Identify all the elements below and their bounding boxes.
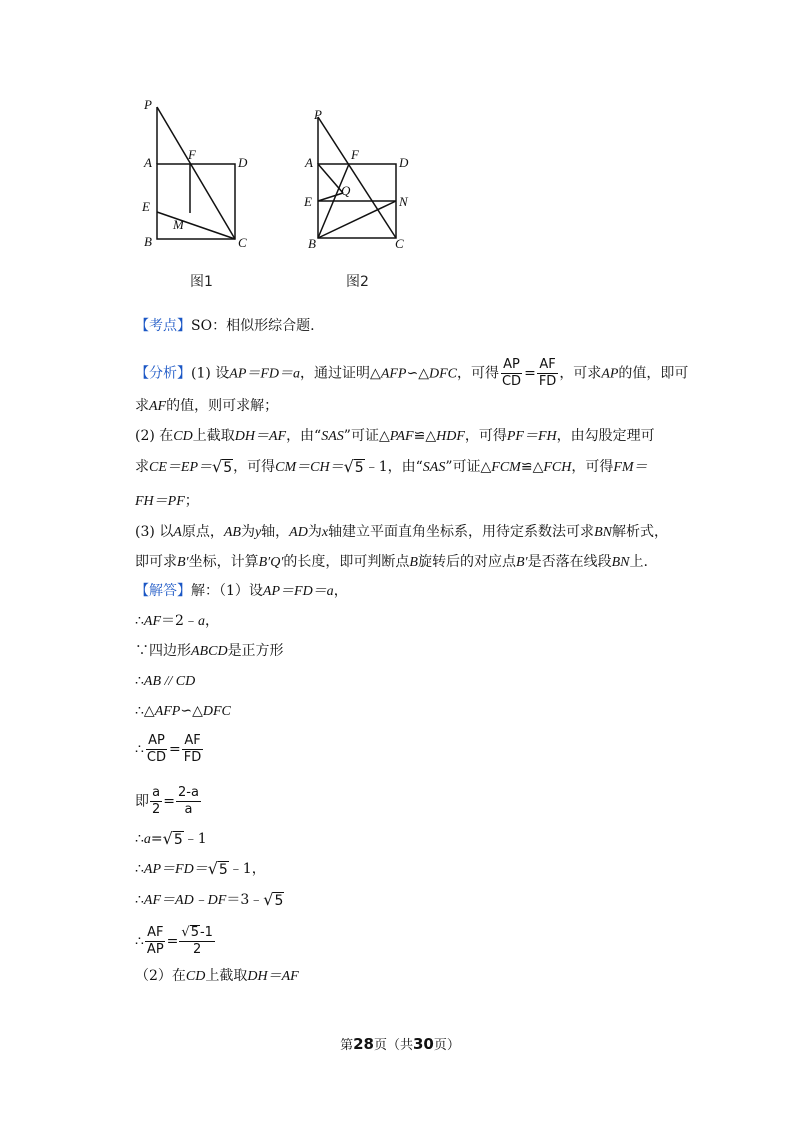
text: ，由“ <box>286 428 322 444</box>
figure-2 <box>300 95 440 295</box>
text: ∴△ <box>135 703 155 719</box>
equals: = <box>524 365 536 382</box>
text: CM＝CH＝ <box>275 460 344 475</box>
denominator: CD <box>501 374 522 389</box>
text: 解：（1）设 <box>191 583 263 599</box>
text: ，可得 <box>456 365 499 382</box>
text: AP＝FD＝a <box>229 366 301 382</box>
jieda-tag: 【解答】 <box>135 583 191 599</box>
text: ＝2﹣ <box>161 613 198 629</box>
text: 的长度，即可判断点 <box>283 554 410 570</box>
denominator: FD <box>538 374 557 389</box>
text: ，由勾股定理可 <box>556 428 655 444</box>
text: -1 <box>199 925 213 940</box>
text: ∴ <box>135 831 144 847</box>
figure-2-caption: 图2 <box>346 274 369 290</box>
text: 求 <box>135 459 149 475</box>
jieda-line-4 <box>135 700 231 723</box>
page-number: 28 <box>353 1035 374 1053</box>
text: （2）在 <box>135 968 186 984</box>
fenxi-line-4 <box>135 456 648 479</box>
text: 求 <box>135 398 149 414</box>
text: ∵四边形 <box>135 643 191 659</box>
text: AP＝FD＝ <box>143 862 208 877</box>
text: ∴ <box>135 741 144 758</box>
text: AFP <box>380 366 407 382</box>
numerator: AF <box>539 357 556 372</box>
text: 的值，即可 <box>618 365 689 382</box>
radicand: 5 <box>223 460 233 476</box>
label-p-2: P <box>314 107 322 122</box>
kaodian-tag: 【考点】 <box>135 318 191 334</box>
label-n-2: N <box>399 194 408 209</box>
text: ，可得 <box>233 459 276 475</box>
radical-sign: √ <box>162 829 173 848</box>
text: 页（共 <box>373 1038 413 1053</box>
fenxi-line-7 <box>135 551 648 574</box>
jieda-line-1 <box>135 610 219 633</box>
text: B′ <box>515 555 528 570</box>
text: 解析式， <box>611 524 668 540</box>
text: ﹣1， <box>228 861 266 877</box>
fraction <box>500 357 523 390</box>
radical-sign: √ <box>343 457 354 476</box>
denominator: a <box>184 802 193 817</box>
text: ∴ <box>135 933 144 950</box>
text: x <box>321 525 329 540</box>
denominator: AP <box>146 942 164 957</box>
text: DH＝AF <box>234 429 287 444</box>
label-f-2: F <box>351 147 359 162</box>
label-c: C <box>238 235 247 250</box>
text: AP <box>601 366 619 382</box>
equals: = <box>163 793 176 810</box>
text: PF＝FH <box>506 429 557 444</box>
radical-sign: √ <box>181 925 190 940</box>
sqrt <box>208 860 229 878</box>
fraction <box>182 733 204 766</box>
text: ，可求 <box>559 365 602 382</box>
fraction <box>537 357 559 390</box>
text: ”可证△ <box>343 428 390 444</box>
numerator: a <box>152 785 161 800</box>
radical-sign: √ <box>212 457 223 476</box>
jieda-line-5 <box>135 733 204 766</box>
text: 的值，则可求解； <box>166 398 279 414</box>
text: 为 <box>240 524 255 540</box>
label-e-2: E <box>304 194 312 209</box>
page-footer <box>0 1034 800 1053</box>
text: AF <box>149 399 167 414</box>
label-q-2: Q <box>341 183 351 198</box>
figures <box>130 95 430 295</box>
label-p: P <box>144 97 152 112</box>
text: B′ <box>177 555 189 570</box>
text: ， <box>204 613 219 629</box>
text: = <box>150 831 163 847</box>
text: 旋转后的对应点 <box>417 554 516 570</box>
fenxi-line-5 <box>135 490 199 513</box>
text: (1) 设 <box>191 365 230 382</box>
label-d-2: D <box>399 155 409 170</box>
sqrt <box>212 458 233 476</box>
segment-pc <box>157 107 235 239</box>
text: B <box>409 555 418 570</box>
jieda-line-8 <box>135 858 266 881</box>
jieda-line-3 <box>135 670 195 693</box>
numerator: AF <box>147 925 164 940</box>
text: 是正方形 <box>227 643 284 659</box>
text: FH＝PF <box>135 494 185 509</box>
figure-1 <box>130 95 270 295</box>
fenxi-line-1 <box>135 357 688 390</box>
radical-sign: √ <box>207 859 218 878</box>
text: ≌△ <box>413 428 437 444</box>
text: ∽△ <box>406 365 429 382</box>
text: SAS <box>422 460 446 475</box>
text: 上截取 <box>192 428 235 444</box>
text: 轴， <box>261 524 290 540</box>
fenxi-line-6 <box>135 521 668 544</box>
label-a-2: A <box>305 155 313 170</box>
sqrt <box>181 925 200 940</box>
label-a: A <box>144 155 152 170</box>
text: 即 <box>135 793 149 810</box>
text: 上. <box>629 554 648 570</box>
text: DFC <box>428 366 457 382</box>
text: AP＝FD＝a <box>262 584 334 599</box>
text: FCH <box>543 460 572 475</box>
segment-aq <box>318 164 343 193</box>
denominator: CD <box>146 750 167 765</box>
jieda-line-6 <box>135 785 202 818</box>
text: ∽△ <box>180 703 203 719</box>
text: CD <box>173 429 193 444</box>
text: AF＝AD﹣DF <box>143 893 227 908</box>
jieda-line-2 <box>135 640 284 663</box>
text: AF <box>143 614 162 629</box>
text: 页） <box>433 1038 460 1053</box>
text: 是否落在线段 <box>527 554 612 570</box>
text: AFP <box>154 704 181 719</box>
radicand: 5 <box>274 893 284 909</box>
text: 即可求 <box>135 554 177 570</box>
kaodian-text: SO：相似形综合题. <box>191 318 315 334</box>
text: a <box>197 614 205 629</box>
square-abcd <box>157 164 235 239</box>
text: CD <box>185 969 206 984</box>
text: ，可得 <box>464 428 507 444</box>
label-m: M <box>173 217 184 232</box>
numerator: AF <box>184 733 201 748</box>
label-b-2: B <box>308 236 316 251</box>
text: DFC <box>202 704 231 719</box>
text: ∴ <box>135 613 144 629</box>
text: 第 <box>340 1038 354 1053</box>
text: ，可得 <box>571 459 614 475</box>
text: ，通过证明△ <box>300 365 381 382</box>
numerator: AP <box>148 733 165 748</box>
fenxi-line-2 <box>135 395 278 418</box>
fraction <box>176 785 201 818</box>
text: BN <box>594 525 612 540</box>
equals: = <box>169 741 181 758</box>
text: SAS <box>321 429 344 444</box>
text: 轴建立平面直角坐标系，用待定系数法可求 <box>328 524 595 540</box>
text: 坐标，计算 <box>188 554 259 570</box>
fenxi-tag: 【分析】 <box>135 365 191 382</box>
fraction <box>150 785 162 818</box>
text: ∴ <box>135 892 144 908</box>
text: ”可证△ <box>445 459 492 475</box>
text: BN <box>611 555 630 570</box>
jieda-line-10 <box>135 925 216 958</box>
fraction <box>145 733 168 766</box>
text: PAF <box>389 429 414 444</box>
label-b: B <box>144 234 152 249</box>
equals: = <box>166 933 179 950</box>
text: ABCD <box>191 644 228 659</box>
fraction <box>179 925 215 958</box>
sqrt <box>163 830 184 848</box>
fraction <box>145 925 166 958</box>
kaodian-line <box>135 315 315 337</box>
label-c-2: C <box>395 236 404 251</box>
label-e: E <box>142 199 150 214</box>
text: 为 <box>307 524 322 540</box>
text: ＝3﹣ <box>226 892 264 908</box>
text: DH＝AF <box>247 969 299 984</box>
radicand: 5 <box>190 925 199 940</box>
fenxi-line-3 <box>135 425 655 448</box>
text: B′Q′ <box>258 555 284 570</box>
text: FCM <box>491 460 521 475</box>
jieda-line-9 <box>135 889 284 912</box>
radicand: 5 <box>173 832 183 848</box>
text: 原点， <box>181 524 224 540</box>
text: ≌△ <box>520 459 544 475</box>
sqrt <box>344 458 365 476</box>
text: ﹣1，由“ <box>364 459 423 475</box>
denominator: 2 <box>193 942 202 957</box>
text: HDF <box>436 429 465 444</box>
denominator: 2 <box>152 802 161 817</box>
segment-eq <box>318 193 343 201</box>
numerator <box>179 925 215 942</box>
numerator: AP <box>503 357 520 372</box>
text: AB // CD <box>143 674 196 689</box>
text: ， <box>333 583 348 599</box>
text: a <box>143 832 151 847</box>
text: (3) 以 <box>135 524 174 540</box>
text: (2) 在 <box>135 428 174 444</box>
total-pages: 30 <box>413 1035 434 1053</box>
text: ∴ <box>135 673 144 689</box>
denominator: FD <box>183 750 202 765</box>
text: A <box>173 525 182 540</box>
radical-sign: √ <box>263 890 274 909</box>
segment-ec <box>157 212 235 239</box>
label-f: F <box>188 147 196 162</box>
radicand: 5 <box>354 460 364 476</box>
text: 上截取 <box>205 968 248 984</box>
jieda-line-11 <box>135 965 299 988</box>
text: FM＝ <box>613 460 648 475</box>
figure-1-caption: 图1 <box>190 274 213 290</box>
jieda-line-7 <box>135 828 207 851</box>
text: ； <box>184 493 199 509</box>
jieda-line-0 <box>135 580 348 603</box>
label-d: D <box>238 155 248 170</box>
text: ﹣1 <box>183 831 207 847</box>
text: ∴ <box>135 861 144 877</box>
sqrt <box>263 891 284 909</box>
text: AB <box>223 525 241 540</box>
numerator: 2-a <box>178 785 199 800</box>
text: CE＝EP＝ <box>149 460 212 475</box>
text: AD <box>289 525 308 540</box>
text: y <box>254 525 262 540</box>
radicand: 5 <box>218 862 228 878</box>
